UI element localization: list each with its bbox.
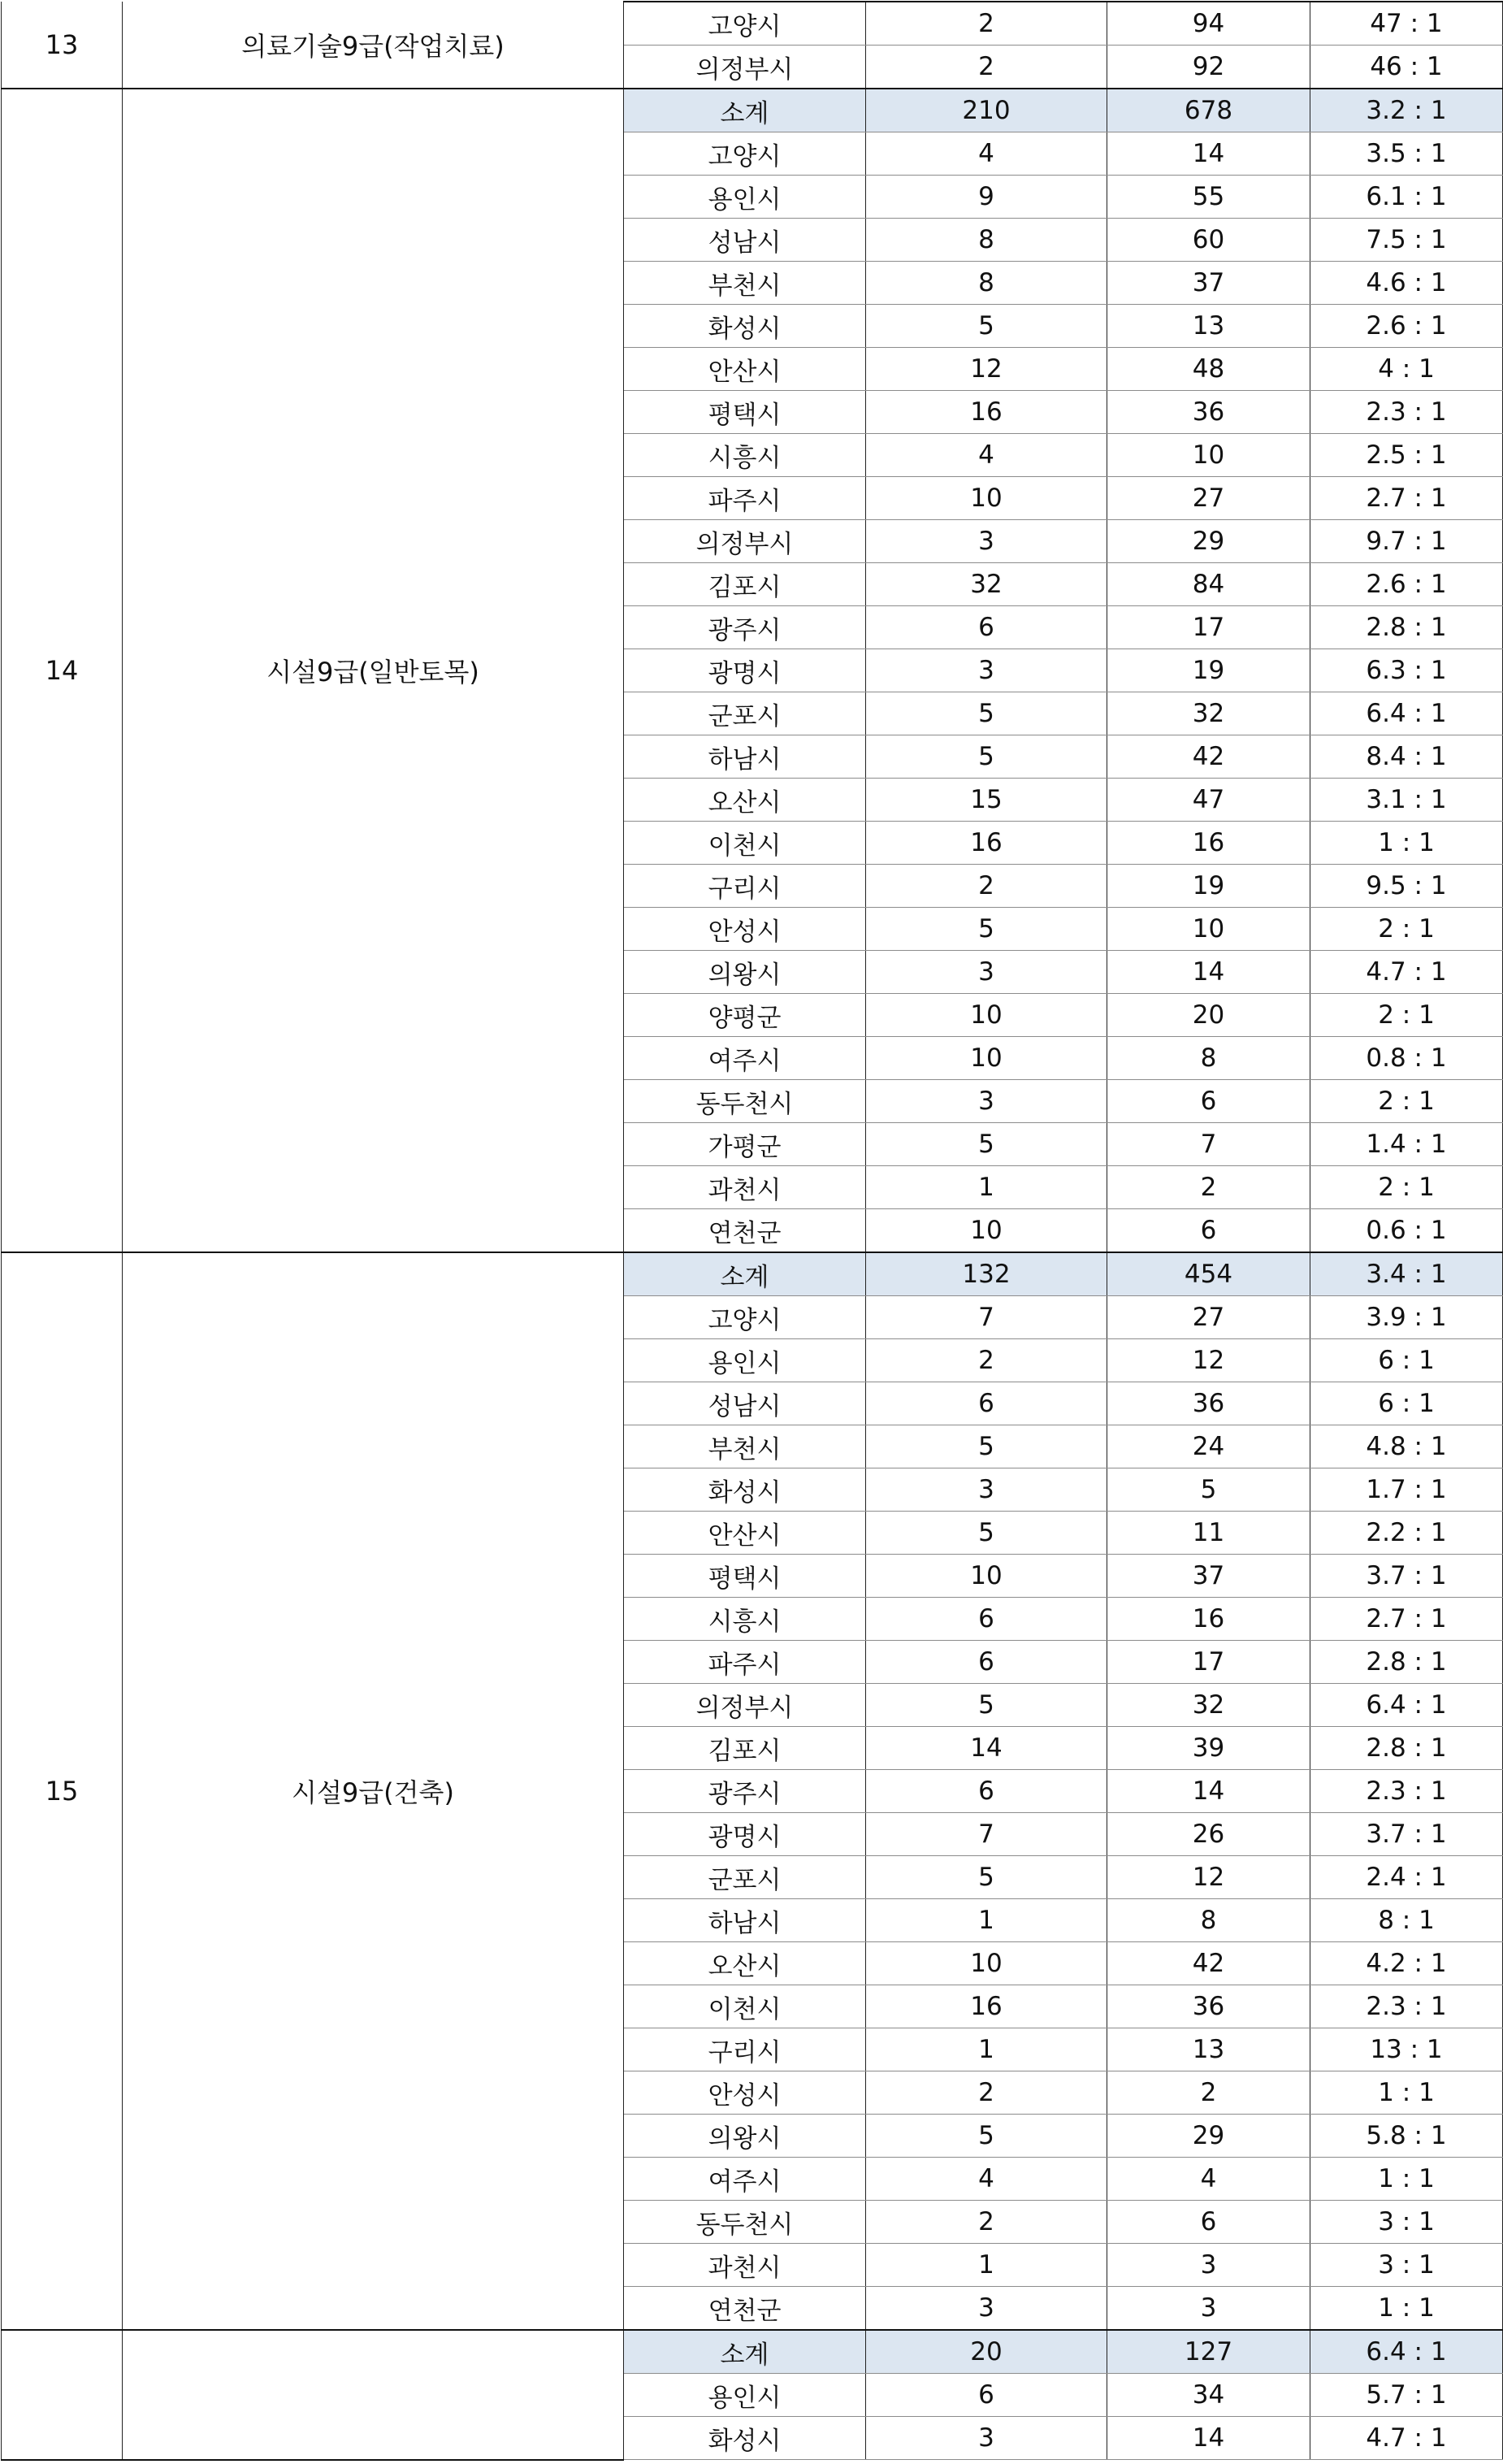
applicant-count: 6 bbox=[1107, 1080, 1310, 1123]
city-name: 여주시 bbox=[624, 1037, 866, 1080]
subtotal-row bbox=[2, 89, 1503, 132]
applicant-count: 678 bbox=[1107, 89, 1310, 132]
selected-count: 5 bbox=[866, 2115, 1107, 2158]
city-name: 김포시 bbox=[624, 1727, 866, 1770]
competition-ratio: 2 : 1 bbox=[1310, 908, 1503, 951]
city-name: 화성시 bbox=[624, 2417, 866, 2460]
competition-ratio: 3.7 : 1 bbox=[1310, 1555, 1503, 1598]
city-name: 파주시 bbox=[624, 1641, 866, 1684]
city-name: 군포시 bbox=[624, 1856, 866, 1899]
applicant-count: 127 bbox=[1107, 2330, 1310, 2374]
city-name: 화성시 bbox=[624, 1468, 866, 1512]
competition-ratio: 2.6 : 1 bbox=[1310, 305, 1503, 348]
applicant-count: 48 bbox=[1107, 348, 1310, 391]
selected-count: 3 bbox=[866, 520, 1107, 563]
competition-ratio: 5.8 : 1 bbox=[1310, 2115, 1503, 2158]
city-name: 과천시 bbox=[624, 2244, 866, 2287]
selected-count: 5 bbox=[866, 692, 1107, 735]
city-name: 의정부시 bbox=[624, 520, 866, 563]
city-name: 광명시 bbox=[624, 649, 866, 692]
applicant-count: 55 bbox=[1107, 176, 1310, 219]
competition-ratio: 2 : 1 bbox=[1310, 994, 1503, 1037]
competition-ratio: 13 : 1 bbox=[1310, 2028, 1503, 2071]
city-name: 광주시 bbox=[624, 1770, 866, 1813]
selected-count: 2 bbox=[866, 46, 1107, 89]
applicant-count: 32 bbox=[1107, 692, 1310, 735]
competition-ratio: 47 : 1 bbox=[1310, 2, 1503, 46]
applicant-count: 11 bbox=[1107, 1512, 1310, 1555]
city-name: 동두천시 bbox=[624, 2201, 866, 2244]
city-name: 용인시 bbox=[624, 1339, 866, 1382]
selected-count: 2 bbox=[866, 865, 1107, 908]
competition-ratio: 8.4 : 1 bbox=[1310, 735, 1503, 779]
applicant-count: 19 bbox=[1107, 865, 1310, 908]
competition-ratio: 1 : 1 bbox=[1310, 2071, 1503, 2115]
city-name: 부천시 bbox=[624, 1425, 866, 1468]
selected-count: 4 bbox=[866, 434, 1107, 477]
competition-ratio: 3 : 1 bbox=[1310, 2244, 1503, 2287]
applicant-count: 26 bbox=[1107, 1813, 1310, 1856]
applicant-count: 27 bbox=[1107, 1296, 1310, 1339]
selected-count: 9 bbox=[866, 176, 1107, 219]
city-name: 부천시 bbox=[624, 262, 866, 305]
job-number: 14 bbox=[2, 89, 123, 1252]
competition-ratio: 1 : 1 bbox=[1310, 2287, 1503, 2331]
competition-ratio: 1.4 : 1 bbox=[1310, 1123, 1503, 1166]
applicant-count: 454 bbox=[1107, 1252, 1310, 1296]
competition-ratio: 6 : 1 bbox=[1310, 1382, 1503, 1425]
job-number: 13 bbox=[2, 2, 123, 89]
competition-ratio: 1.7 : 1 bbox=[1310, 1468, 1503, 1512]
city-name: 의왕시 bbox=[624, 2115, 866, 2158]
applicant-count: 36 bbox=[1107, 1985, 1310, 2028]
selected-count: 14 bbox=[866, 1727, 1107, 1770]
competition-ratio: 4.8 : 1 bbox=[1310, 1425, 1503, 1468]
applicant-count: 19 bbox=[1107, 649, 1310, 692]
selected-count: 5 bbox=[866, 1425, 1107, 1468]
applicant-count: 8 bbox=[1107, 1037, 1310, 1080]
city-name: 이천시 bbox=[624, 822, 866, 865]
applicant-count: 42 bbox=[1107, 735, 1310, 779]
selected-count: 15 bbox=[866, 779, 1107, 822]
competition-ratio: 1 : 1 bbox=[1310, 2158, 1503, 2201]
city-name: 안산시 bbox=[624, 348, 866, 391]
competition-ratio: 3.9 : 1 bbox=[1310, 1296, 1503, 1339]
selected-count: 6 bbox=[866, 1641, 1107, 1684]
competition-ratio: 6.3 : 1 bbox=[1310, 649, 1503, 692]
competition-ratio: 6.4 : 1 bbox=[1310, 2330, 1503, 2374]
competition-ratio: 2.3 : 1 bbox=[1310, 391, 1503, 434]
job-number bbox=[2, 2330, 123, 2460]
applicant-count: 16 bbox=[1107, 1598, 1310, 1641]
applicant-count: 37 bbox=[1107, 262, 1310, 305]
applicant-count: 12 bbox=[1107, 1856, 1310, 1899]
selected-count: 7 bbox=[866, 1813, 1107, 1856]
applicant-count: 37 bbox=[1107, 1555, 1310, 1598]
applicant-count: 4 bbox=[1107, 2158, 1310, 2201]
competition-ratio: 6 : 1 bbox=[1310, 1339, 1503, 1382]
selected-count: 6 bbox=[866, 1382, 1107, 1425]
recruitment-ratio-sheet bbox=[1, 1, 1502, 2461]
applicant-count: 16 bbox=[1107, 822, 1310, 865]
applicant-count: 32 bbox=[1107, 1684, 1310, 1727]
competition-ratio: 4.7 : 1 bbox=[1310, 951, 1503, 994]
applicant-count: 17 bbox=[1107, 606, 1310, 649]
job-number: 15 bbox=[2, 1252, 123, 2330]
selected-count: 10 bbox=[866, 994, 1107, 1037]
competition-ratio: 3.4 : 1 bbox=[1310, 1252, 1503, 1296]
selected-count: 5 bbox=[866, 908, 1107, 951]
selected-count: 1 bbox=[866, 1899, 1107, 1942]
applicant-count: 29 bbox=[1107, 520, 1310, 563]
competition-ratio: 3.2 : 1 bbox=[1310, 89, 1503, 132]
competition-ratio: 6.4 : 1 bbox=[1310, 692, 1503, 735]
selected-count: 16 bbox=[866, 391, 1107, 434]
city-name: 고양시 bbox=[624, 132, 866, 176]
competition-ratio-table bbox=[1, 1, 1503, 2461]
applicant-count: 34 bbox=[1107, 2374, 1310, 2417]
competition-ratio: 3.1 : 1 bbox=[1310, 779, 1503, 822]
city-name: 시흥시 bbox=[624, 434, 866, 477]
selected-count: 16 bbox=[866, 822, 1107, 865]
competition-ratio: 2.5 : 1 bbox=[1310, 434, 1503, 477]
city-name: 고양시 bbox=[624, 1296, 866, 1339]
selected-count: 1 bbox=[866, 1166, 1107, 1209]
competition-ratio: 2.7 : 1 bbox=[1310, 477, 1503, 520]
applicant-count: 24 bbox=[1107, 1425, 1310, 1468]
competition-ratio: 4.2 : 1 bbox=[1310, 1942, 1503, 1985]
city-name: 안성시 bbox=[624, 2071, 866, 2115]
competition-ratio: 6.4 : 1 bbox=[1310, 1684, 1503, 1727]
selected-count: 5 bbox=[866, 305, 1107, 348]
city-name: 화성시 bbox=[624, 305, 866, 348]
applicant-count: 3 bbox=[1107, 2244, 1310, 2287]
competition-ratio: 3.7 : 1 bbox=[1310, 1813, 1503, 1856]
selected-count: 8 bbox=[866, 219, 1107, 262]
city-name: 의정부시 bbox=[624, 46, 866, 89]
selected-count: 3 bbox=[866, 649, 1107, 692]
city-name: 이천시 bbox=[624, 1985, 866, 2028]
competition-ratio: 2 : 1 bbox=[1310, 1166, 1503, 1209]
applicant-count: 36 bbox=[1107, 1382, 1310, 1425]
city-name: 평택시 bbox=[624, 1555, 866, 1598]
city-name: 파주시 bbox=[624, 477, 866, 520]
applicant-count: 47 bbox=[1107, 779, 1310, 822]
selected-count: 5 bbox=[866, 1123, 1107, 1166]
city-name: 광명시 bbox=[624, 1813, 866, 1856]
city-name: 과천시 bbox=[624, 1166, 866, 1209]
city-name: 안성시 bbox=[624, 908, 866, 951]
applicant-count: 5 bbox=[1107, 1468, 1310, 1512]
competition-ratio: 2.6 : 1 bbox=[1310, 563, 1503, 606]
job-group bbox=[2, 2330, 1503, 2460]
applicant-count: 6 bbox=[1107, 1209, 1310, 1253]
selected-count: 12 bbox=[866, 348, 1107, 391]
competition-ratio: 2.8 : 1 bbox=[1310, 606, 1503, 649]
competition-ratio: 3 : 1 bbox=[1310, 2201, 1503, 2244]
selected-count: 5 bbox=[866, 1856, 1107, 1899]
competition-ratio: 7.5 : 1 bbox=[1310, 219, 1503, 262]
selected-count: 3 bbox=[866, 2417, 1107, 2460]
selected-count: 2 bbox=[866, 2, 1107, 46]
city-name: 구리시 bbox=[624, 2028, 866, 2071]
city-name: 고양시 bbox=[624, 2, 866, 46]
applicant-count: 94 bbox=[1107, 2, 1310, 46]
selected-count: 4 bbox=[866, 132, 1107, 176]
applicant-count: 20 bbox=[1107, 994, 1310, 1037]
applicant-count: 13 bbox=[1107, 305, 1310, 348]
city-name: 연천군 bbox=[624, 2287, 866, 2331]
city-name: 용인시 bbox=[624, 2374, 866, 2417]
selected-count: 1 bbox=[866, 2244, 1107, 2287]
job-group bbox=[2, 89, 1503, 1252]
applicant-count: 2 bbox=[1107, 2071, 1310, 2115]
competition-ratio: 9.7 : 1 bbox=[1310, 520, 1503, 563]
subtotal-label: 소계 bbox=[624, 89, 866, 132]
city-name: 성남시 bbox=[624, 1382, 866, 1425]
competition-ratio: 2.8 : 1 bbox=[1310, 1727, 1503, 1770]
selected-count: 5 bbox=[866, 1512, 1107, 1555]
applicant-count: 13 bbox=[1107, 2028, 1310, 2071]
applicant-count: 14 bbox=[1107, 2417, 1310, 2460]
competition-ratio: 9.5 : 1 bbox=[1310, 865, 1503, 908]
competition-ratio: 2.8 : 1 bbox=[1310, 1641, 1503, 1684]
city-name: 양평군 bbox=[624, 994, 866, 1037]
city-name: 연천군 bbox=[624, 1209, 866, 1253]
subtotal-row bbox=[2, 2330, 1503, 2374]
selected-count: 10 bbox=[866, 1942, 1107, 1985]
city-name: 동두천시 bbox=[624, 1080, 866, 1123]
applicant-count: 29 bbox=[1107, 2115, 1310, 2158]
applicant-count: 12 bbox=[1107, 1339, 1310, 1382]
selected-count: 10 bbox=[866, 477, 1107, 520]
applicant-count: 2 bbox=[1107, 1166, 1310, 1209]
applicant-count: 6 bbox=[1107, 2201, 1310, 2244]
competition-ratio: 2.4 : 1 bbox=[1310, 1856, 1503, 1899]
selected-count: 10 bbox=[866, 1555, 1107, 1598]
applicant-count: 84 bbox=[1107, 563, 1310, 606]
competition-ratio: 3.5 : 1 bbox=[1310, 132, 1503, 176]
competition-ratio: 8 : 1 bbox=[1310, 1899, 1503, 1942]
selected-count: 4 bbox=[866, 2158, 1107, 2201]
competition-ratio: 0.8 : 1 bbox=[1310, 1037, 1503, 1080]
city-name: 하남시 bbox=[624, 735, 866, 779]
job-title: 시설9급(건축) bbox=[123, 1252, 624, 2330]
applicant-count: 14 bbox=[1107, 951, 1310, 994]
city-name: 구리시 bbox=[624, 865, 866, 908]
applicant-count: 27 bbox=[1107, 477, 1310, 520]
competition-ratio: 4.6 : 1 bbox=[1310, 262, 1503, 305]
selected-count: 3 bbox=[866, 1468, 1107, 1512]
selected-count: 7 bbox=[866, 1296, 1107, 1339]
selected-count: 20 bbox=[866, 2330, 1107, 2374]
competition-ratio: 2.3 : 1 bbox=[1310, 1985, 1503, 2028]
selected-count: 3 bbox=[866, 2287, 1107, 2331]
competition-ratio: 2 : 1 bbox=[1310, 1080, 1503, 1123]
applicant-count: 17 bbox=[1107, 1641, 1310, 1684]
city-name: 김포시 bbox=[624, 563, 866, 606]
applicant-count: 10 bbox=[1107, 434, 1310, 477]
city-name: 군포시 bbox=[624, 692, 866, 735]
applicant-count: 14 bbox=[1107, 1770, 1310, 1813]
selected-count: 3 bbox=[866, 1080, 1107, 1123]
selected-count: 5 bbox=[866, 735, 1107, 779]
job-group bbox=[2, 1252, 1503, 2330]
selected-count: 132 bbox=[866, 1252, 1107, 1296]
selected-count: 8 bbox=[866, 262, 1107, 305]
city-name: 평택시 bbox=[624, 391, 866, 434]
selected-count: 6 bbox=[866, 1598, 1107, 1641]
selected-count: 16 bbox=[866, 1985, 1107, 2028]
competition-ratio: 1 : 1 bbox=[1310, 822, 1503, 865]
city-name: 오산시 bbox=[624, 1942, 866, 1985]
applicant-count: 60 bbox=[1107, 219, 1310, 262]
competition-ratio: 6.1 : 1 bbox=[1310, 176, 1503, 219]
selected-count: 10 bbox=[866, 1209, 1107, 1253]
competition-ratio: 5.7 : 1 bbox=[1310, 2374, 1503, 2417]
job-title: 시설9급(일반토목) bbox=[123, 89, 624, 1252]
selected-count: 1 bbox=[866, 2028, 1107, 2071]
applicant-count: 14 bbox=[1107, 132, 1310, 176]
selected-count: 6 bbox=[866, 2374, 1107, 2417]
selected-count: 6 bbox=[866, 1770, 1107, 1813]
selected-count: 2 bbox=[866, 1339, 1107, 1382]
selected-count: 10 bbox=[866, 1037, 1107, 1080]
city-name: 여주시 bbox=[624, 2158, 866, 2201]
applicant-count: 3 bbox=[1107, 2287, 1310, 2331]
applicant-count: 39 bbox=[1107, 1727, 1310, 1770]
city-name: 의왕시 bbox=[624, 951, 866, 994]
subtotal-label: 소계 bbox=[624, 2330, 866, 2374]
subtotal-row bbox=[2, 1252, 1503, 1296]
selected-count: 2 bbox=[866, 2201, 1107, 2244]
selected-count: 6 bbox=[866, 606, 1107, 649]
applicant-count: 92 bbox=[1107, 46, 1310, 89]
competition-ratio: 4.7 : 1 bbox=[1310, 2417, 1503, 2460]
city-name: 의정부시 bbox=[624, 1684, 866, 1727]
competition-ratio: 2.3 : 1 bbox=[1310, 1770, 1503, 1813]
selected-count: 5 bbox=[866, 1684, 1107, 1727]
applicant-count: 7 bbox=[1107, 1123, 1310, 1166]
city-name: 시흥시 bbox=[624, 1598, 866, 1641]
selected-count: 32 bbox=[866, 563, 1107, 606]
applicant-count: 36 bbox=[1107, 391, 1310, 434]
city-name: 안산시 bbox=[624, 1512, 866, 1555]
city-name: 성남시 bbox=[624, 219, 866, 262]
table-row bbox=[2, 2, 1503, 46]
competition-ratio: 2.7 : 1 bbox=[1310, 1598, 1503, 1641]
city-name: 용인시 bbox=[624, 176, 866, 219]
applicant-count: 42 bbox=[1107, 1942, 1310, 1985]
job-title: 의료기술9급(작업치료) bbox=[123, 2, 624, 89]
selected-count: 2 bbox=[866, 2071, 1107, 2115]
competition-ratio: 4 : 1 bbox=[1310, 348, 1503, 391]
city-name: 광주시 bbox=[624, 606, 866, 649]
competition-ratio: 2.2 : 1 bbox=[1310, 1512, 1503, 1555]
city-name: 하남시 bbox=[624, 1899, 866, 1942]
applicant-count: 10 bbox=[1107, 908, 1310, 951]
job-title bbox=[123, 2330, 624, 2460]
competition-ratio: 0.6 : 1 bbox=[1310, 1209, 1503, 1253]
competition-ratio: 46 : 1 bbox=[1310, 46, 1503, 89]
applicant-count: 8 bbox=[1107, 1899, 1310, 1942]
job-group bbox=[2, 2, 1503, 89]
selected-count: 3 bbox=[866, 951, 1107, 994]
subtotal-label: 소계 bbox=[624, 1252, 866, 1296]
city-name: 오산시 bbox=[624, 779, 866, 822]
selected-count: 210 bbox=[866, 89, 1107, 132]
city-name: 가평군 bbox=[624, 1123, 866, 1166]
